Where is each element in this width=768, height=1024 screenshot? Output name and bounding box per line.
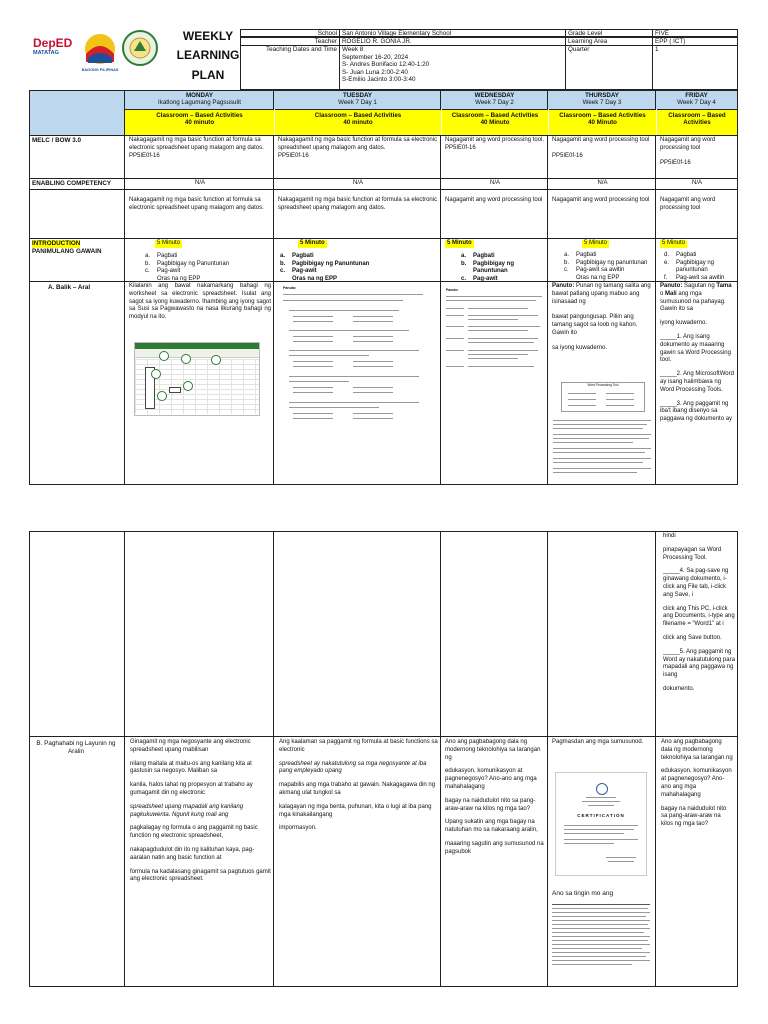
paghahabi-thursday [549, 738, 656, 986]
balik-monday [126, 282, 274, 484]
intro-thursday [549, 239, 656, 281]
balik-friday-line: iyong kuwaderno. [660, 320, 708, 327]
continued-line: hindi [663, 533, 676, 539]
teacher-label: Teacher [240, 37, 340, 46]
intro-minutes: 5 Minuto [157, 240, 181, 246]
tama-mali-item-4: _____4. Sa pag-save ng ginawang dokumento, i-click ang File tab, i-click ang Save, i [663, 568, 729, 598]
continued-line: pinapayagan sa Word Processing Tool. [663, 546, 722, 561]
intro-wednesday [442, 239, 548, 281]
quarter-label: Quarter [565, 45, 653, 90]
quiz-thumbnail-title: Panuto: [283, 286, 297, 290]
melc-label: MELC / BOW 3.0 [32, 137, 81, 144]
enabling-thursday: Nagagamit ang word processing tool [552, 197, 650, 203]
continued-line: click ang Save button. [663, 634, 722, 641]
tama-mali-item-5: _____5. Ang paggamit ng Word ay nakatutulong para mapadali ang paggawa ng isang [663, 648, 735, 679]
paragraph: Ano sa tingin mo ang [552, 890, 614, 897]
paragraph: nakapagdudulot din ito ng kalituhan kaya, pag-aaralan natin ang basic function at [130, 846, 255, 861]
paragraph: nilang maitala at maitu-os ang kanilang kita at gastusin sa negosyo. Maliban sa [130, 760, 252, 775]
balik-thursday-text: Panuto: Punan ng tamang salita ang bawat patlang upang mabuo ang isinasaad ng bawat pangungusap. Piliin ang tamang sagot sa loob ng kahon. Gawin ito sa iyong kuwaderno. [552, 283, 651, 352]
day-header-wednesday: WEDNESDAY Week 7 Day 2 [474, 92, 515, 107]
title-line-3: PLAN [191, 68, 225, 82]
area-label: Learning Area [565, 37, 653, 46]
day-header-tuesday: TUESDAY Week 7 Day 1 [338, 92, 377, 107]
list-item: b. Pagbibigay ng Panuntunan [145, 260, 230, 267]
title-line-2: LEARNING [176, 48, 240, 62]
paragraph: impormasyon. [279, 825, 317, 832]
list-item: a. Pagbati [145, 252, 178, 259]
intro-list [129, 253, 271, 281]
dates-label: Teaching Dates and Time [240, 45, 340, 90]
list-item: a. Pagbati [280, 252, 314, 259]
grade-value: FIVE [652, 29, 738, 37]
intro-label-2: PANIMULANG GAWAIN [32, 247, 102, 255]
area-value: EPP ( ICT) [652, 37, 738, 46]
dates-value: Week 8 September 16-20, 2024 S- Andres Bonifacio 12:40-1:20 S- Juan Luna 2:00-2:40 S-Emilio Jacinto 3:00-3:40 [339, 45, 566, 90]
balik-wednesday [442, 282, 548, 484]
tama-mali-item-2: _____2. Ang MicrosoftWord ay isang halimbawa ng Word Processing Tools. [660, 371, 734, 393]
enabling-label: ENABLING COMPETENCY [32, 180, 112, 187]
deped-text: DepED [33, 36, 73, 50]
intro-list [278, 253, 438, 281]
melc-monday: Nakagagamit ng mga basic function at formula sa electronic spreadsheet upang malagom ang datos. PP5IE0f-16 [129, 137, 264, 159]
intro-minutes: 5 Minuto [447, 240, 472, 246]
paragraph: bagay na naidudulot nito sa pang-araw-araw na kilos ng mga tao? [445, 797, 536, 812]
intro-list [445, 253, 545, 281]
school-seal [121, 29, 159, 67]
enabling-monday: Nakagagamit ng mga basic function at formula sa electronic spreadsheet upang malagom ang datos. [129, 197, 264, 211]
intro-tuesday [275, 239, 441, 281]
paghahabi-wednesday [442, 738, 548, 864]
enabling-na-monday: N/A [194, 180, 205, 186]
balik-aral-label: A. Balik – Aral [48, 284, 91, 291]
balik-monday-text: Kilalanin ang bawat nakamarkang bahagi ng worksheet sa electronic spreadsheet. Isulat ang sagot sa iyong kuwaderno. Ihambing ang iyong sagot sa Susi sa Pagwawasto na nasa likurang bahagi ng modyul na ito. [129, 283, 271, 321]
intro-list [552, 252, 653, 281]
list-item: f. Pag-awit sa awitin [664, 275, 725, 281]
matching-thumbnail: Panuto: [446, 288, 544, 388]
paghahabi-monday [127, 738, 274, 891]
melc-wednesday: Nagagamit ang word processing tool. PP5IE0f-16 [445, 137, 545, 151]
fill-blank-thumbnail [553, 418, 653, 478]
balik-friday-continued [660, 532, 738, 734]
day-header-monday: MONDAY Ikatlong Lagumang Pagsusulit [158, 92, 241, 107]
school-label: School [240, 29, 340, 37]
enabling-na-tuesday: N/A [352, 180, 363, 186]
enabling-na-friday: N/A [691, 180, 702, 186]
intro-minutes: 5 Minuto [584, 240, 608, 246]
melc-thursday: Nagagamit ang word processing tool PP5IE0f-16 [552, 137, 650, 159]
paragraph: edukasyon, komunikasyon at pagnenegosyo? Ano-ano ang mga mahahalagang [445, 768, 537, 790]
bagong-pilipinas-logo [80, 32, 120, 72]
paragraph: mapabilis ang mga trabaho at gawain. Nakagagawa din ng akmang ulat tungkol sa [279, 782, 436, 796]
continued-line: click ang This PC, i-click ang Documents, i-type ang filename = “Word1” at i [663, 605, 735, 628]
enabling-wednesday: Nagagamit ang word processing tool [445, 197, 543, 203]
list-item: b. Pagbibigay ng panuntunan [564, 259, 648, 266]
paragraph: spreadsheet ay nakatutulong sa mga negosyante at iba pang empleyado upang [279, 760, 427, 775]
row-divider [29, 736, 737, 737]
paragraph: pagkalagay ng formula o ang paggamit ng basic function ng electronic spreadsheet, [130, 825, 258, 840]
banner-monday: Classroom – Based Activities 40 minuto [125, 109, 274, 135]
intro-friday [657, 239, 737, 281]
intro-list [660, 252, 734, 281]
col-divider-1 [29, 531, 125, 987]
paragraph: kalagayan ng mga benta, puhunan, kita o lugi at iba pang mga kinakailangang [279, 803, 432, 818]
tama-mali-item-3: _____3. Ang paggamit ng iba't ibang disenyo sa paggawa ng dokumento ay [660, 400, 733, 423]
list-item: d. Pagbati [664, 251, 697, 258]
enabling-friday: Nagagamit ang word processing tool [660, 197, 716, 211]
deped-matatag-logo [33, 36, 77, 66]
banner-friday: Classroom – Based Activities [657, 109, 737, 135]
enabling-tuesday: Nakagagamit ng mga basic function at formula sa electronic spreadsheet upang malagom ang datos. [278, 197, 438, 211]
paghahabi-friday [658, 738, 737, 836]
list-item: b. Pagbibigay ng Panuntunan [461, 260, 515, 275]
day-header-friday: FRIDAY Week 7 Day 4 [677, 92, 716, 107]
school-value: San Antonio Village Elementary School [339, 29, 566, 37]
melc-tuesday: Nakagagamit ng mga basic function at formula sa electronic spreadsheet upang malagom ang datos. PP5IE0f-16 [278, 137, 438, 159]
paragraph: Upang sukatin ang mga bagay na natutuhan mo sa nakaraang aralin, [445, 819, 538, 834]
tama-mali-item-1: _____1. Ang isang dokumento ay maaaring gawin sa Word Processing tool. [660, 333, 731, 364]
paghahabi-label: B. Paghahabi ng Layunin ng Aralin [36, 740, 116, 755]
continued-line: dokumento. [663, 685, 695, 692]
row-divider [29, 189, 737, 190]
list-item: c. Pag-awit sa awitin Oras na ng EPP [564, 267, 625, 281]
list-item: a. Pagbati [461, 252, 495, 259]
paragraph: edukasyon, komunikasyon at pagnenegosyo? Ano-ano ang mga mahahalagang [661, 768, 732, 798]
intro-minutes: 5 Minuto [662, 240, 686, 246]
paragraph: spreadsheet upang mapadali ang kanilang pagkukuwenta. Ngunit kung mali ang [130, 803, 244, 818]
paragraph: bagay na naidudulot nito sa pang-araw-araw na kilos ng mga tao? [661, 805, 727, 828]
balik-friday [657, 282, 737, 484]
intro-monday [126, 239, 274, 281]
text-thumbnail [552, 902, 652, 984]
paragraph: Pagmasdan ang mga sumusunod. [552, 739, 644, 745]
paragraph: Ang kaalaman sa paggamit ng formula at basic functions sa electronic [279, 739, 438, 753]
balik-tuesday [275, 282, 441, 484]
list-item: c. Pag-awit Oras na ng EPP [145, 268, 201, 281]
paragraph: Ginagamit ng mga negosyante ang electronic spreadsheet upang mabilisan [130, 739, 251, 753]
list-item: a. Pagbati [564, 251, 597, 258]
banner-thursday: Classroom – Based Activities 40 Minuto [549, 109, 656, 135]
list-item: c. Pag-awit [461, 276, 498, 281]
paragraph: kanila, halos lahat ng propesyon at trabaho ay gumagamit din ng electronic [130, 782, 253, 796]
enabling-na-thursday: N/A [597, 180, 608, 186]
certificate-title: CERTIFICATION [577, 813, 625, 818]
intro-label [32, 240, 102, 255]
intro-minutes: 5 Minuto [300, 240, 325, 246]
list-item: b. Pagbibigay ng Panuntunan [280, 260, 370, 267]
banner-wednesday: Classroom – Based Activities 40 Minuto [442, 109, 548, 135]
paragraph: Ano ang pagbabagong dala ng modernong teknolohiya sa larangan ng [445, 739, 541, 761]
day-header-thursday: THURSDAY Week 7 Day 3 [582, 92, 622, 107]
word-tool-box-thumbnail: Word Processing Tool [561, 382, 645, 412]
title-line-1: WEEKLY [182, 29, 234, 43]
certificate-thumbnail [555, 772, 647, 876]
spreadsheet-screenshot [134, 342, 260, 416]
banner-tuesday: Classroom – Based Activities 40 minuto [275, 109, 441, 135]
enabling-na-wednesday: N/A [489, 180, 500, 186]
list-item: c. Pag-awit Oras na ng EPP [280, 268, 338, 281]
quiz-thumbnail [283, 286, 433, 436]
list-item: e. Pagbibigay ng panuntunan [664, 259, 715, 274]
grade-label: Grade Level [565, 29, 653, 37]
intro-label-1: INTRODUCTION [32, 240, 81, 247]
paragraph: Ano ang pagbabagong dala ng modernong teknolohiya sa larangan ng [661, 739, 733, 761]
quarter-value: 1 [652, 45, 738, 90]
matatag-text: MATATAG [33, 50, 59, 56]
balik-friday-instructions: Panuto: Sagutan ng Tama o Mali ang mga sumusunod na pahayag. Gawin ito sa [660, 283, 732, 313]
bagong-text: BAGONG PILIPINAS [81, 67, 119, 72]
balik-thursday [549, 282, 656, 484]
paragraph: maaaring sagutin ang sumusunod na pagsubok [445, 840, 544, 855]
melc-friday: Nagagamit ang word processing tool PP5IE0f-16 [660, 137, 716, 167]
paghahabi-tuesday [276, 738, 441, 840]
teacher-value: ROGELIO R. GONIA JR. [339, 37, 566, 46]
paragraph: formula na kadalasang ginagamit sa pagtutuos gamit ang electronic spreadsheet. [130, 868, 271, 883]
